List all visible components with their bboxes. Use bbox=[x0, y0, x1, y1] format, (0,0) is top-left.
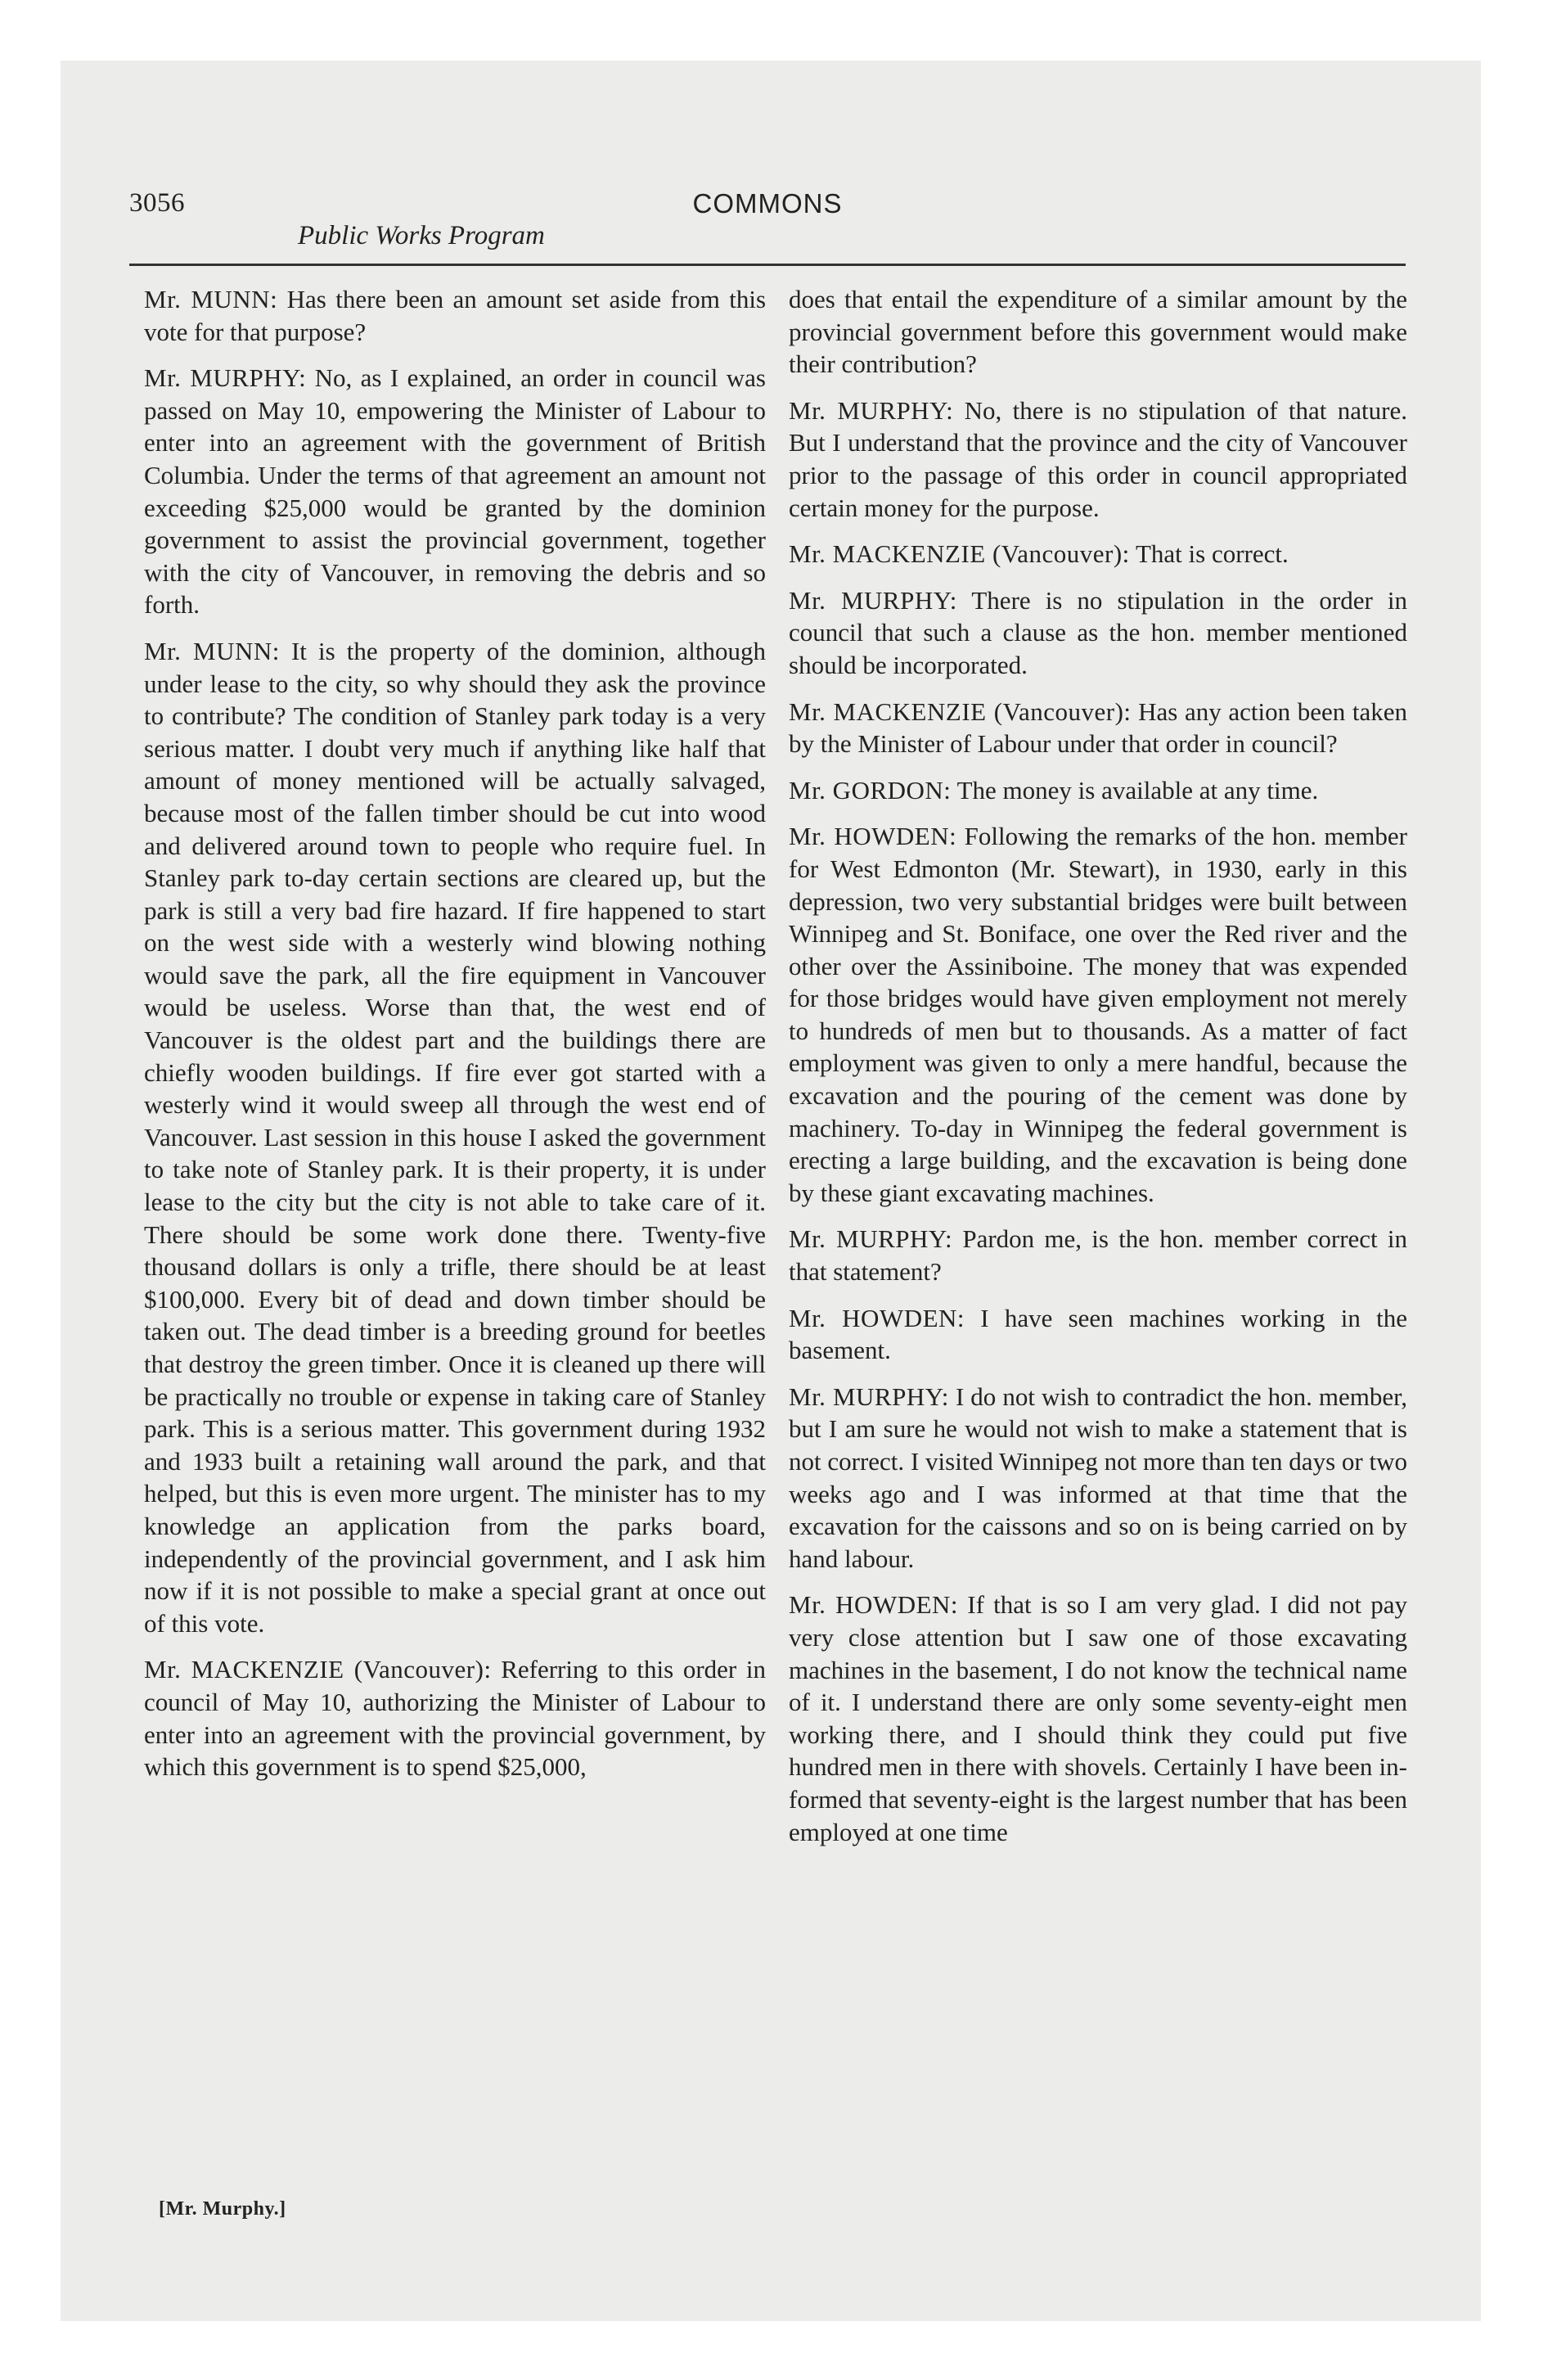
paragraph bbox=[789, 1223, 1407, 1287]
paragraph bbox=[144, 635, 766, 1639]
speaker-name: Mr. HOWDEN: bbox=[789, 1303, 965, 1332]
speech-text: The money is available at any time. bbox=[956, 775, 1319, 805]
paragraph bbox=[789, 394, 1407, 524]
speaker-name: Mr. GORDON: bbox=[789, 775, 952, 805]
paragraph bbox=[789, 1589, 1407, 1848]
speaker-name: Mr. HOWDEN: bbox=[789, 822, 957, 851]
left-column bbox=[144, 283, 766, 1797]
speech-text: does that entail the expenditure of a similar amount by the provincial government before this government would make their contribution? bbox=[789, 285, 1407, 379]
speech-text: If that is so I am very glad. I did not pay very close attention but I saw one of those excavating machines in the basement, I do not know the technical name of it. I understand there are only some seventy-eight men working there, and I should think they could put five hundred men in there with shovels. Certainly I have been informed that seventy-eight is the largest number that has been employed at one time bbox=[789, 1590, 1407, 1846]
speech-text: No, there is no stipulation of that nature. But I understand that the province and the city of Vancouver prior to the passage of this order in council appropriated certain money for the purpose. bbox=[789, 395, 1408, 522]
header-rule bbox=[129, 264, 1406, 266]
paragraph bbox=[789, 1381, 1407, 1575]
speech-text: That is correct. bbox=[1135, 539, 1289, 569]
speech-text: Referring to this order in council of May 10, authorizing the Minister of Labour to enter into an agreement with the provincial government, by which this government is to spend $25,000, bbox=[144, 1655, 766, 1782]
paragraph bbox=[789, 1302, 1407, 1367]
speaker-name: Mr. MACKENZIE (Vancouver): bbox=[789, 696, 1132, 726]
speaker-name: Mr. HOWDEN: bbox=[789, 1590, 959, 1620]
paragraph bbox=[789, 696, 1407, 760]
speaker-name: Mr. MACKENZIE (Vancouver): bbox=[789, 539, 1130, 569]
speaker-name: Mr. MURPHY: bbox=[789, 1224, 953, 1254]
right-column bbox=[789, 283, 1407, 1862]
paragraph bbox=[789, 820, 1407, 1209]
paragraph bbox=[789, 283, 1407, 381]
speech-text: Has any action been taken by the Minister of Labour under that order in council? bbox=[789, 696, 1407, 759]
speaker-name: Mr. MURPHY: bbox=[144, 363, 307, 393]
section-title: Public Works Program bbox=[298, 221, 545, 250]
speech-text: Following the remarks of the hon. member for West Edmonton (Mr. Stewart), in 1930, early in this depression, two very substantial bridges were built between Winnipeg and St. Boniface, one over the Red river and the other over the Assiniboine. The money that was expended for those bridges would have given employment not merely to hundreds of men but to thousands. As a matter of fact employment was given to only a mere handful, because the excavation and the pouring of the cement was done by machinery. To-day in Winnipeg the federal government is erecting a large building, and the excavation is being done by these giant excavating machines. bbox=[789, 822, 1407, 1207]
speaker-name: Mr. MACKENZIE (Vancouver): bbox=[144, 1655, 492, 1684]
page-number: 3056 bbox=[129, 188, 185, 218]
speech-text: It is the property of the dominion, although under lease to the city, so why should they ask the province to contribute? The condition of Stanley park today is a very serious matter. I doubt very much if anything like half that amount of money mentioned will be actually salvaged, because most of the fallen timber should be cut into wood and delivered around town to people who require fuel. In Stanley park to-day certain sections are cleared up, but the park is still a very bad fire hazard. If fire happened to start on the west side with a westerly wind blowing nothing would save the park, all the fire equipment in Vancouver would be useless. Worse than that, the west end of Vancouver is the oldest part and the buildings there are chiefly wooden buildings. If fire ever got started with a westerly wind it would sweep all through the west end of Vancouver. Last session in this house I asked the government to take note of Stanley park. It is their property, it is under lease to the city but the city is not able to take care of it. There should be some work done there. Twenty-five thousand dollars is only a trifle, there should be at least $100,000. Every bit of dead and down timber should be taken out. The dead timber is a breeding ground for beetles that destroy the green timber. Once it is cleaned up there will be practically no trouble or expense in taking care of Stanley park. This is a serious matter. This government during 1932 and 1933 built a retaining wall around the park, and that helped, but this is even more urgent. The minister has to my knowledge an application from the parks board, independently of the provincial government, and I ask him now if it is not possible to make a special grant at once out of this vote. bbox=[144, 636, 766, 1638]
paragraph bbox=[144, 1653, 766, 1783]
speech-text: No, as I explained, an order in council was passed on May 10, empowering the Minister of Labour to enter into an agreement with the government of British Columbia. Under the terms of that agreement an amount not exceeding $25,000 would be granted by the dominion government to assist the provincial government, together with the city of Vancouver, in removing the debris and so forth. bbox=[144, 363, 766, 620]
speech-text: I have seen machines working in the basement. bbox=[789, 1303, 1407, 1365]
speaker-name: Mr. MURPHY: bbox=[789, 395, 954, 425]
paragraph bbox=[144, 362, 766, 621]
footer-note: [Mr. Murphy.] bbox=[159, 2198, 286, 2220]
speaker-name: Mr. MURPHY: bbox=[789, 1382, 949, 1411]
page-header bbox=[129, 185, 1406, 275]
speaker-name: Mr. MURPHY: bbox=[789, 585, 957, 615]
speech-text: There is no stipulation in the order in council that such a clause as the hon. member mentioned should be incorporated. bbox=[789, 585, 1407, 679]
speaker-name: Mr. MUNN: bbox=[144, 636, 280, 665]
paragraph bbox=[789, 584, 1407, 682]
paragraph bbox=[789, 774, 1407, 807]
speech-text: I do not wish to contradict the hon. member, but I am sure he would not wish to make a statement that is not correct. I visited Winnipeg not more than ten days or two weeks ago and I was informed at that time that the excavation for the caissons and so on is being carried on by hand labour. bbox=[789, 1382, 1408, 1573]
speech-text: Has there been an amount set aside from this vote for that purpose? bbox=[144, 285, 767, 346]
speech-text: Pardon me, is the hon. member correct in that statement? bbox=[789, 1224, 1408, 1287]
paragraph bbox=[144, 283, 766, 348]
paragraph bbox=[789, 538, 1407, 570]
speaker-name: Mr. MUNN: bbox=[144, 285, 278, 313]
running-title: COMMONS bbox=[692, 188, 843, 219]
